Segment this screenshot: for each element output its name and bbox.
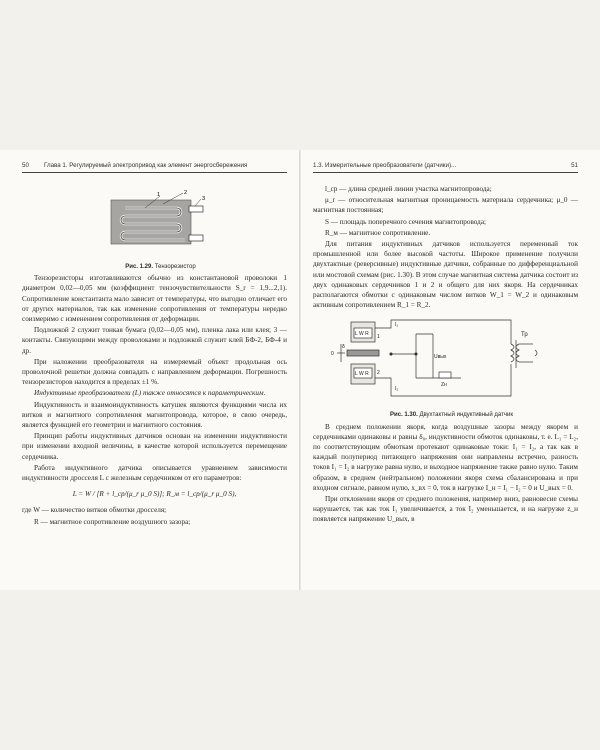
definition: R_м — магнитное сопротивление. bbox=[325, 228, 431, 237]
contact-bottom bbox=[189, 235, 203, 241]
output-voltage-label: Uвых bbox=[433, 354, 446, 361]
contact-top bbox=[189, 206, 203, 212]
fig1-label-3: 3 bbox=[202, 196, 206, 202]
fig1-label-2: 2 bbox=[184, 190, 188, 196]
right-running-header bbox=[313, 162, 578, 173]
left-running-title: Глава 1. Регулируемый электропривод как элемент энергосбережения bbox=[44, 162, 248, 169]
paragraph: Индуктивность и взаимоиндуктивность катушек являются функциями числа их витков и магнитного сопротивления магнитопровода, которое, в свою очередь, является функцией его геометрии и магнитного состояния. bbox=[22, 400, 287, 430]
definition: μ_r — относительная магнитная проницаемость материала сердечника; μ_0 — магнитная постоянная; bbox=[313, 196, 578, 215]
left-page-body bbox=[22, 262, 287, 528]
core-1-label: 1 bbox=[376, 334, 380, 341]
left-running-header bbox=[22, 162, 287, 173]
paragraph: Индуктивные преобразователи (L) также относятся к параметрическим. bbox=[34, 389, 266, 398]
definition: l_ср — длина средней линии участка магнитопровода; bbox=[325, 185, 492, 193]
load-label: Zн bbox=[440, 382, 447, 389]
transformer-label: Тр bbox=[520, 332, 528, 339]
left-page-number: 50 bbox=[22, 162, 29, 169]
substrate-rect bbox=[111, 200, 191, 244]
paragraph: Для питания индуктивных датчиков используется переменный ток промышленной или более высокой частоты. Широкое применение получили двухтактные (реверсивные) индуктивные датчики, собранные по дифференциальной или мостовой схемам (рис. 1.30). В этом случае магнитная система датчика состоит из двух одинаковых сердечников 1 и 2 и общего для них якоря. На сердечниках располагаются обмотки с одинаковым числом витков W_1 = W_2 и одинаковым активным сопротивлением R_1 = R_2. bbox=[313, 240, 578, 310]
left-page bbox=[22, 150, 287, 590]
coil-label-bottom: L W R bbox=[354, 371, 369, 378]
paragraph: При наложении преобразователя на измеряемый объект продольная ось проволочной решетки должна совпадать с направлением деформации. Погрешность тензорезисторов находится в пределах ±1 %. bbox=[22, 357, 287, 387]
fig1-label-1: 1 bbox=[157, 192, 161, 198]
book-gutter bbox=[299, 150, 301, 590]
paragraph: Принцип работы индуктивных датчиков основан на изменении индуктивности при изменении входной величины, в качестве которой используется перемещение сердечника. bbox=[22, 432, 287, 461]
current-i2-label: I₂ bbox=[394, 386, 398, 393]
fig1-caption: Рис. 1.29. Тензорезистор bbox=[125, 264, 196, 270]
neutral-label: 0 bbox=[330, 351, 334, 358]
differential-sensor-figure bbox=[321, 314, 571, 410]
fig2-caption: Рис. 1.30. Двухтактный индуктивный датчик bbox=[390, 412, 513, 419]
coil-label-top: L W R bbox=[354, 331, 369, 338]
right-page bbox=[313, 150, 578, 590]
paragraph: Подложкой 2 служит тонкая бумага (0,02—0,05 мм), пленка лака или клея; 3 — контакты. Связующими между проволоками и подложкой служит клей БФ-2, БФ-4 и др. bbox=[22, 326, 287, 355]
paragraph: В среднем положении якоря, когда воздушные зазоры между якорем и сердечниками одинаковы и равны δ₀, индуктивности обмоток одинаковы, т. е. L₁ = L₂, по соответствующим обмоткам протекают одинаковые токи: I₁ = I₂, а так как в каждый полупериод питающего напряжения они направлены встречно, разность токов I₁ = I₂ в нагрузке равна нулю, и выходное напряжение также равно нулю. Таким образом, в среднем (нейтральном) положении якоря схема сбалансирована и при входном сигнале, равном нулю, x_вх = 0, ток в нагрузке I_н = I₁ − I₂ = 0 и U_вых = 0. bbox=[313, 422, 578, 492]
gap-label: δ bbox=[341, 344, 345, 351]
paragraph: Работа индуктивного датчика описывается уравнением зависимости индуктивности дросселя L с железным сердечником от его параметров: bbox=[22, 463, 287, 483]
current-i1-label: I₁ bbox=[394, 322, 398, 329]
paragraph: где W — количество витков обмотки дросселя; bbox=[22, 506, 167, 515]
paragraph: При отклонении якоря от среднего положения, например вниз, равновесие схемы нарушается, так как ток I₁ увеличивается, а ток I₂ уменьшается, и на нагрузке z_н появляется напряжение U_вых, в bbox=[313, 495, 578, 524]
paragraph: Тензорезисторы изготавливаются обычно из константановой проволоки 1 диаметром 0,02—0,05 мм (коэффициент тензочувствительности S_r = 1,9...2,1). Сопротивление константанта мало зависит от температуры, что выгодно отличает его от других материалов, так как изменение сопротивления от температуры нередко соизмеримо с изменением сопротивления от деформации. bbox=[22, 274, 287, 324]
right-page-number: 51 bbox=[571, 162, 578, 169]
strain-gauge-figure bbox=[105, 190, 215, 258]
definition: S — площадь поперечного сечения магнитопровода; bbox=[325, 217, 487, 226]
paragraph: R — магнитное сопротивление воздушного зазора; bbox=[34, 517, 191, 526]
right-page-body bbox=[313, 184, 578, 526]
inductance-formula: L = W / [R + l_ср/(μ_r μ_0 S)]; R_м = l_ср/(μ_r μ_0 S), bbox=[72, 490, 237, 499]
core-2-label: 2 bbox=[376, 370, 380, 377]
right-running-title: 1.3. Измерительные преобразователи (датчики)... bbox=[313, 162, 457, 169]
